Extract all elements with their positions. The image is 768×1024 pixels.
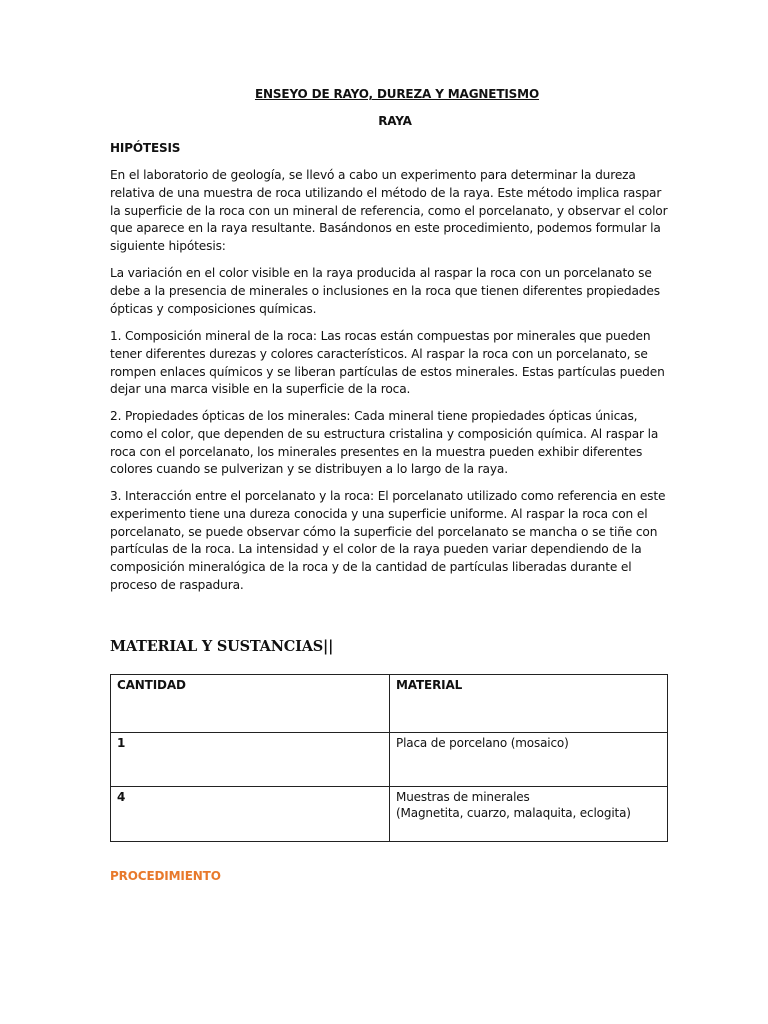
materials-table [110,674,668,842]
cell-material-name: Muestras de minerales [396,790,530,804]
table-header-row [111,675,668,733]
paragraph-hypothesis: La variación en el color visible en la raya producida al raspar la roca con un porcelanato se debe a la presencia de minerales o inclusiones en la roca que tienen diferentes propiedades ópticas y composiciones químicas. [110,266,660,316]
section-subtitle-raya: RAYA [378,114,412,128]
paragraph-point-3: 3. Interacción entre el porcelanato y la roca: El porcelanato utilizado como referencia en este experimento tiene una dureza conocida y una superficie uniforme. Al raspar la roca con el porcelanato, se puede observar cómo la superficie del porcelanato se mancha o se tiñe con partículas de la roca. La intensidad y el color de la raya pueden variar dependiendo de la composición mineralógica de la roca y de la cantidad de partículas liberadas durante el proceso de raspadura. [110,489,666,592]
cell-material-note: (Magnetita, cuarzo, malaquita, eclogita) [396,806,631,820]
paragraph-point-1: 1. Composición mineral de la roca: Las rocas están compuestas por minerales que pueden tener diferentes durezas y colores característicos. Al raspar la roca con un porcelanato, se rompen enlaces químicos y se liberan partículas de estos minerales. Estas partículas pueden dejar una marca visible en la superficie de la roca. [110,329,665,397]
procedure-heading: PROCEDIMIENTO [110,869,221,883]
document-title: ENSEYO DE RAYO, DUREZA Y MAGNETISMO [254,87,540,101]
hypothesis-heading: HIPÓTESIS [110,141,181,155]
table-row [111,733,668,787]
paragraph-point-2: 2. Propiedades ópticas de los minerales: Cada mineral tiene propiedades ópticas únicas, como el color, que dependen de su estructura cristalina y composición química. Al raspar la roca con el porcelanato, los minerales presentes en la muestra pueden exhibir diferentes colores cuando se pulverizan y se distribuyen a lo largo de la raya. [110,409,659,477]
cell-material: Placa de porcelano (mosaico) [390,733,668,787]
cell-material [390,787,668,842]
header-material: MATERIAL [390,675,668,733]
paragraph-intro: En el laboratorio de geología, se llevó a cabo un experimento para determinar la dureza relativa de una muestra de roca utilizando el método de la raya. Este método implica raspar la superficie de la roca con un mineral de referencia, como el porcelanato, y observar el color que aparece en la raya resultante. Basándonos en este procedimiento, podemos formular la siguiente hipótesis: [110,168,668,254]
cell-quantity: 1 [111,733,390,787]
materials-heading: MATERIAL Y SUSTANCIAS|| [110,638,334,655]
table-row [111,787,668,842]
cell-quantity: 4 [111,787,390,842]
header-cantidad: CANTIDAD [111,675,390,733]
